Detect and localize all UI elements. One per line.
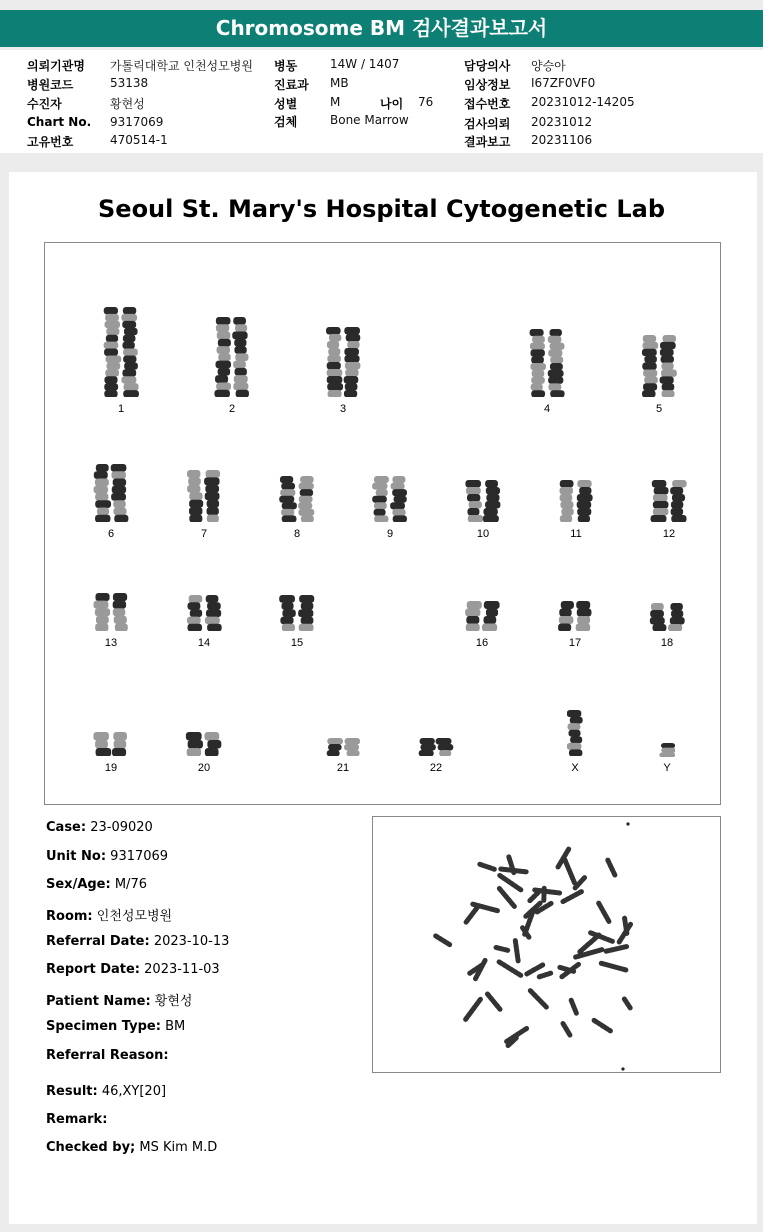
age-label: 나이 bbox=[380, 97, 404, 111]
chromosome-pair-6 bbox=[91, 464, 131, 526]
receipt-no-value: 20231012-14205 bbox=[531, 95, 635, 109]
unique-id-label: 고유번호 bbox=[27, 135, 74, 149]
chromosome-pair-3 bbox=[323, 327, 363, 401]
clinical-info-value: I67ZF0VF0 bbox=[531, 76, 596, 90]
department-label: 진료과 bbox=[274, 78, 309, 92]
patient-value: 황현성 bbox=[110, 97, 145, 111]
chromosome-pair-16 bbox=[462, 601, 502, 635]
hospital-code-label: 병원코드 bbox=[27, 78, 74, 92]
patient-info-panel bbox=[0, 50, 763, 153]
chromosome-pair-7 bbox=[184, 470, 224, 526]
room-field bbox=[46, 905, 172, 924]
specimen-value: Bone Marrow bbox=[330, 113, 409, 127]
result-value: 46,XY[20] bbox=[101, 1084, 167, 1099]
karyotype-image bbox=[44, 242, 721, 805]
ward-value: 14W / 1407 bbox=[330, 57, 400, 71]
metaphase-image bbox=[372, 816, 721, 1073]
chromosome-pair-18 bbox=[647, 603, 687, 635]
hospital-name-value: 가톨릭대학교 인천성모병원 bbox=[110, 59, 253, 73]
chromosome-label-19: 19 bbox=[104, 762, 118, 774]
referral-reason-label: Referral Reason: bbox=[46, 1048, 169, 1063]
chromosome-pair-X bbox=[567, 710, 583, 760]
checked-by-field bbox=[46, 1140, 217, 1155]
chromosome-pair-9 bbox=[370, 476, 410, 526]
patient-name-value: 황현성 bbox=[154, 994, 193, 1009]
sexage-value: M/76 bbox=[114, 877, 147, 892]
case-value: 23-09020 bbox=[90, 820, 153, 835]
specimen-type-value: BM bbox=[165, 1019, 186, 1034]
sex-label: 성별 bbox=[274, 97, 298, 111]
referral-date-field bbox=[46, 934, 229, 949]
case-label: Case: bbox=[46, 820, 87, 835]
chromosome-pair-2 bbox=[212, 317, 252, 401]
unit-value: 9317069 bbox=[110, 849, 169, 864]
remark-field bbox=[46, 1112, 107, 1127]
chromosome-pair-Y bbox=[659, 742, 675, 761]
chromosome-label-21: 21 bbox=[336, 762, 350, 774]
chromosome-pair-21 bbox=[323, 738, 363, 760]
report-date-label2: Report Date: bbox=[46, 962, 141, 977]
chromosome-label-9: 9 bbox=[386, 528, 394, 540]
age-value: 76 bbox=[418, 95, 434, 109]
chromosome-label-Y: Y bbox=[663, 762, 671, 774]
chromosome-label-17: 17 bbox=[568, 637, 582, 649]
chromosome-pair-20 bbox=[184, 732, 224, 760]
hospital-code-value: 53138 bbox=[110, 76, 149, 90]
specimen-label: 검체 bbox=[274, 115, 298, 129]
chromosome-label-5: 5 bbox=[655, 403, 663, 415]
chromosome-label-1: 1 bbox=[117, 403, 125, 415]
chromosome-pair-17 bbox=[555, 601, 595, 635]
doctor-value: 양승아 bbox=[531, 59, 566, 73]
chromosome-pair-12 bbox=[649, 480, 689, 526]
patient-name-field bbox=[46, 990, 192, 1009]
referral-date-label: Referral Date: bbox=[46, 934, 150, 949]
department-value: MB bbox=[330, 76, 349, 90]
referral-reason-field bbox=[46, 1048, 169, 1063]
report-date-label: 결과보고 bbox=[464, 135, 511, 149]
chromosome-label-6: 6 bbox=[107, 528, 115, 540]
chromosome-pair-14 bbox=[184, 595, 224, 635]
sexage-field bbox=[46, 877, 147, 892]
sex-value: M bbox=[330, 95, 341, 109]
doctor-label: 담당의사 bbox=[464, 59, 511, 73]
specimen-type-label: Specimen Type: bbox=[46, 1019, 161, 1034]
case-field bbox=[46, 820, 153, 835]
metaphase-spread bbox=[373, 817, 720, 1072]
report-title-banner: Chromosome BM 검사결과보고서 bbox=[0, 10, 763, 47]
chromosome-label-22: 22 bbox=[429, 762, 443, 774]
chromosome-pair-1 bbox=[101, 307, 141, 401]
sexage-label: Sex/Age: bbox=[46, 877, 111, 892]
clinical-info-label: 임상정보 bbox=[464, 78, 511, 92]
referral-date-value: 2023-10-13 bbox=[153, 934, 230, 949]
chromosome-label-12: 12 bbox=[662, 528, 676, 540]
room-label: Room: bbox=[46, 909, 93, 924]
chromosome-pair-15 bbox=[277, 595, 317, 635]
checked-by-value: MS Kim M.D bbox=[139, 1140, 218, 1155]
chromosome-label-X: X bbox=[571, 762, 579, 774]
unique-id-value: 470514-1 bbox=[110, 133, 168, 147]
request-date-label: 검사의뢰 bbox=[464, 117, 511, 131]
chromosome-pair-8 bbox=[277, 476, 317, 526]
chromosome-label-20: 20 bbox=[197, 762, 211, 774]
report-date-value2: 2023-11-03 bbox=[144, 962, 220, 977]
chromosome-pair-13 bbox=[91, 593, 131, 635]
unit-label: Unit No: bbox=[46, 849, 107, 864]
room-value: 인천성모병원 bbox=[96, 909, 173, 924]
chart-no-value: 9317069 bbox=[110, 115, 164, 129]
report-date-value: 20231106 bbox=[531, 133, 593, 147]
chromosome-pair-10 bbox=[463, 480, 503, 526]
checked-by-label: Checked by; bbox=[46, 1140, 136, 1155]
chromosome-pair-11 bbox=[556, 480, 596, 526]
chromosome-pair-4 bbox=[527, 329, 567, 401]
chromosome-label-7: 7 bbox=[200, 528, 208, 540]
unit-field bbox=[46, 849, 168, 864]
report-date-field bbox=[46, 962, 220, 977]
chromosome-label-18: 18 bbox=[660, 637, 674, 649]
specimen-type-field bbox=[46, 1019, 185, 1034]
chromosome-pair-19 bbox=[91, 732, 131, 760]
chromosome-label-8: 8 bbox=[293, 528, 301, 540]
chromosome-label-15: 15 bbox=[290, 637, 304, 649]
result-field bbox=[46, 1084, 166, 1099]
chromosome-label-2: 2 bbox=[228, 403, 236, 415]
chromosome-pair-5 bbox=[639, 335, 679, 401]
chart-no-label: Chart No. bbox=[27, 115, 92, 129]
request-date-value: 20231012 bbox=[531, 115, 593, 129]
hospital-name-label: 의뢰기관명 bbox=[27, 59, 85, 73]
chromosome-pair-22 bbox=[416, 738, 456, 760]
chromosome-label-11: 11 bbox=[570, 528, 582, 540]
chromosome-label-16: 16 bbox=[475, 637, 489, 649]
chromosome-label-10: 10 bbox=[476, 528, 490, 540]
receipt-no-label: 접수번호 bbox=[464, 97, 511, 111]
chromosome-label-13: 13 bbox=[104, 637, 118, 649]
chromosome-label-3: 3 bbox=[339, 403, 347, 415]
remark-label: Remark: bbox=[46, 1112, 108, 1127]
patient-name-label: Patient Name: bbox=[46, 994, 151, 1009]
patient-label: 수진자 bbox=[27, 97, 62, 111]
chromosome-label-14: 14 bbox=[197, 637, 211, 649]
ward-label: 병동 bbox=[274, 59, 298, 73]
chromosome-label-4: 4 bbox=[543, 403, 551, 415]
lab-title: Seoul St. Mary's Hospital Cytogenetic Lab bbox=[98, 195, 665, 223]
result-label: Result: bbox=[46, 1084, 98, 1099]
